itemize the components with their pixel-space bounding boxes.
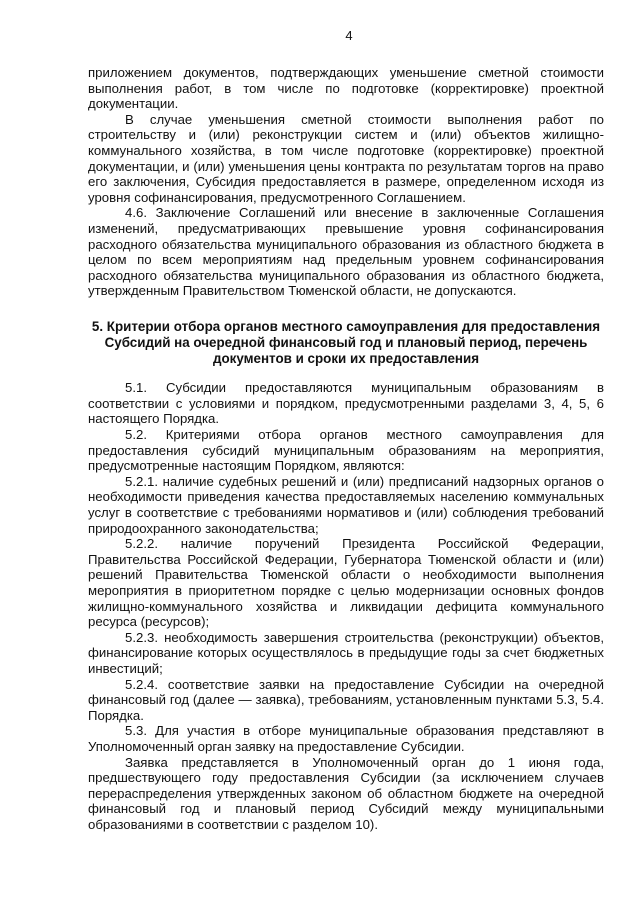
paragraph-5-2-4: 5.2.4. соответствие заявки на предоставление Субсидии на очередной финансовый год (далее — заявка), требованиям, установленным пунктами 5.3, 5.4. Порядка. bbox=[88, 676, 604, 723]
section-5-title: 5. Критерии отбора органов местного самоуправления для предоставления Субсидий на очередной финансовый год и плановый период, перечень документов и сроки их предоставления bbox=[91, 318, 601, 366]
paragraph-5-2-3: 5.2.3. необходимость завершения строительства (реконструкции) объектов, финансирование которых осуществлялось в предыдущие годы за счет бюджетных инвестиций; bbox=[88, 629, 604, 676]
paragraph-5-2-1: 5.2.1. наличие судебных решений и (или) предписаний надзорных органов о необходимости приведения качества предоставляемых населению коммунальных услуг в соответствие с требованиями нормативов и (или) соблюдения требований природоохранного законодательства; bbox=[88, 473, 604, 536]
paragraph-5-3: 5.3. Для участия в отборе муниципальные образования представляют в Уполномоченный орган заявку на предоставление Субсидии. bbox=[88, 723, 604, 754]
paragraph-docs-continuation: приложением документов, подтверждающих уменьшение сметной стоимости выполнения работ, в том числе по подготовке (корректировке) проектной документации. bbox=[88, 65, 604, 112]
paragraph-cost-reduction: В случае уменьшения сметной стоимости выполнения работ по строительству и (или) реконструкции систем и (или) объектов жилищно-коммунального хозяйства, в том числе подготовке (корректировке) проектной документации, и (или) уменьшения цены контракта по результатам торгов на право его заключения, Субсидия предоставляется в размере, определенном исходя из уровня софинансирования, предусмотренного Соглашением. bbox=[88, 111, 604, 205]
paragraph-5-2: 5.2. Критериями отбора органов местного самоуправления для предоставления субсидий муниципальным образованиям на мероприятия, предусмотренные настоящим Порядком, являются: bbox=[88, 427, 604, 474]
paragraph-4-6: 4.6. Заключение Соглашений или внесение в заключенные Соглашения изменений, предусматривающих превышение уровня софинансирования расходного обязательства муниципального образования из областного бюджета в целом по всем мероприятиям над предельным уровнем софинансирования расходного обязательства муниципального образования из областного бюджета, утвержденным Правительством Тюменской области, не допускаются. bbox=[88, 205, 604, 299]
paragraph-5-1: 5.1. Субсидии предоставляются муниципальным образованиям в соответствии с условиями и порядком, предусмотренными разделами 3, 4, 5, 6 настоящего Порядка. bbox=[88, 380, 604, 427]
page-number: 4 bbox=[345, 28, 353, 43]
paragraph-5-2-2: 5.2.2. наличие поручений Президента Российской Федерации, Правительства Российской Федерации, Губернатора Тюменской области и (или) решений Правительства Тюменской области о необходимости выполнения мероприятия в приоритетном порядке с целью модернизации основных фондов жилищно-коммунального хозяйства и ликвидации дефицита коммунального ресурса (ресурсов); bbox=[88, 536, 604, 630]
paragraph-application-deadline: Заявка представляется в Уполномоченный орган до 1 июня года, предшествующего году предоставления Субсидии (за исключением случаев перераспределения утвержденных законом об областном бюджете на очередной финансовый год и плановый период Субсидий между муниципальными образованиями в соответствии с разделом 10). bbox=[88, 754, 604, 832]
